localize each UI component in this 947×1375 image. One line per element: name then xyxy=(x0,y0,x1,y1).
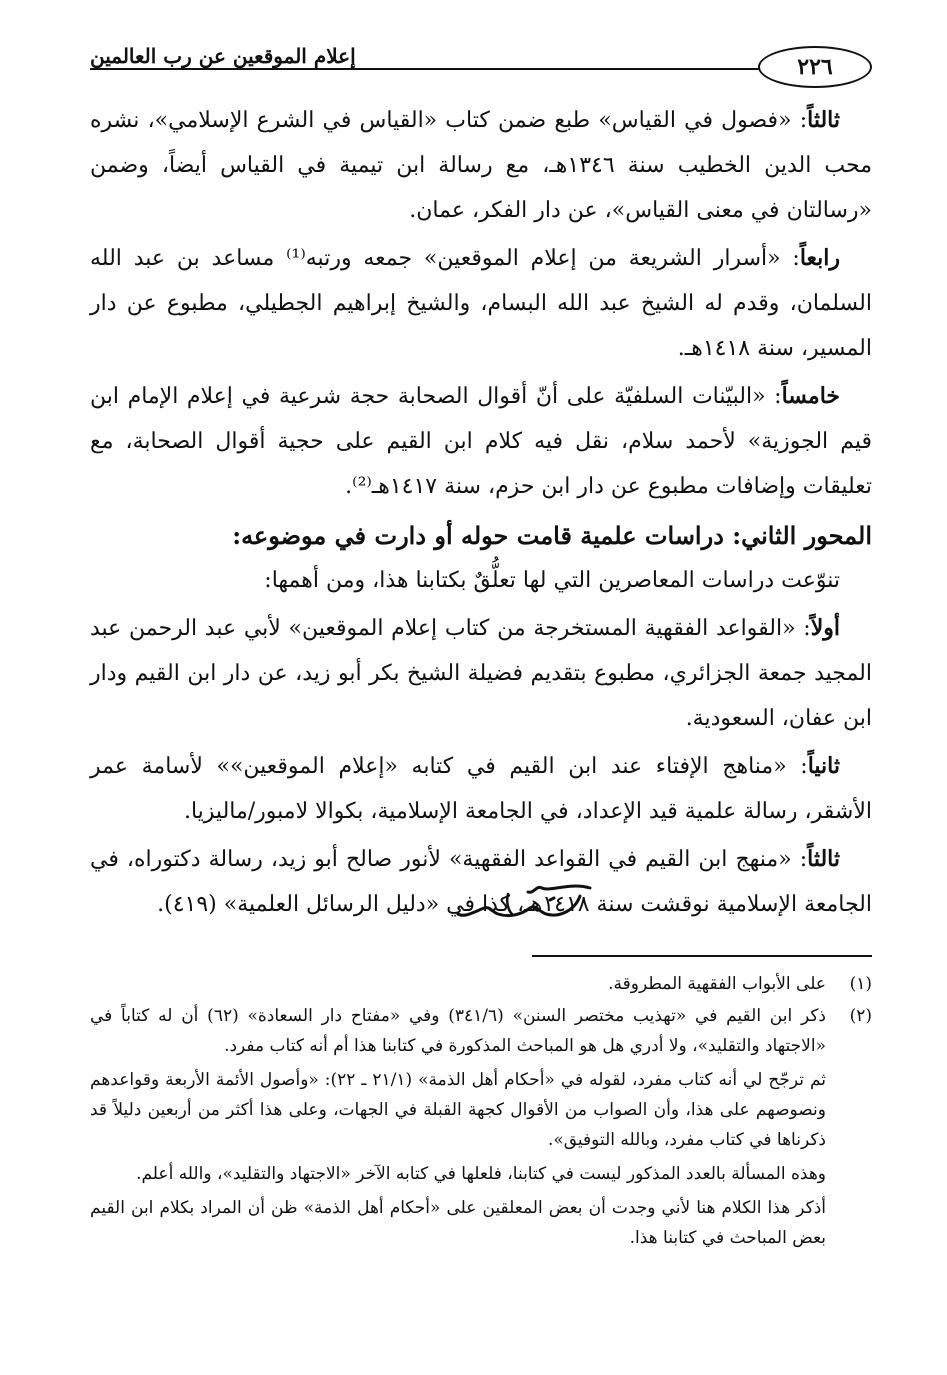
footnote-body xyxy=(90,1001,826,1253)
intro-paragraph: تنوّعت دراسات المعاصرين التي لها تعلُّقٌ بكتابنا هذا، ومن أهمها: xyxy=(264,568,840,593)
footnote-number: (١) xyxy=(849,974,872,994)
section-heading: المحور الثاني: دراسات علمية قامت حوله أو دارت في موضوعه: xyxy=(232,521,872,550)
paragraph-lead: أولاً xyxy=(810,615,840,641)
footnote-number: (٢) xyxy=(849,1006,872,1026)
paragraph-lead: ثالثاً xyxy=(807,107,840,133)
book-page xyxy=(90,38,872,1255)
running-title: إعلام الموقعين عن رب العالمين xyxy=(90,44,356,68)
paragraph-text: : «فصول في القياس» طبع ضمن كتاب «القياس في الشرع الإسلامي»، نشره محب الدين الخطيب سنة ١٣٤٦هـ، مع رسالة ابن تيمية في القياس أيضاً، وضمن «رسالتان في معنى القياس»، عن دار الفكر، عمان. xyxy=(90,108,873,223)
paragraph-lead: ثانياً xyxy=(807,753,840,779)
footnote-separator xyxy=(532,955,872,957)
footnote-text: على الأبواب الفقهية المطروقة. xyxy=(608,974,826,994)
header-rule xyxy=(90,68,782,70)
handwritten-signature xyxy=(450,874,600,930)
paragraph-first xyxy=(90,606,872,741)
paragraph-text: : «البيّنات السلفيّة على أنّ أقوال الصحابة حجة شرعية في إعلام الإمام ابن قيم الجوزية» لأحمد سلام، نقل فيه كلام ابن القيم على حجية أقوال الصحابة، مع تعليقات وإضافات مطبوع عن دار ابن حزم، سنة ١٤١٧هـ⁽²⁾. xyxy=(90,384,872,499)
footnotes xyxy=(90,969,872,1253)
paragraph-text: : «أسرار الشريعة من إعلام الموقعين» جمعه ورتبه⁽¹⁾ مساعد بن عبد الله السلمان، وقدم له الشيخ عبد الله البسام، والشيخ إبراهيم الجطيلي، مطبوع عن دار المسير، سنة ١٤١٨هـ. xyxy=(90,246,872,361)
paragraph-fifth xyxy=(90,374,872,509)
running-header xyxy=(90,38,872,86)
paragraph-text: : «القواعد الفقهية المستخرجة من كتاب إعلام الموقعين» لأبي عبد الرحمن عبد المجيد جمعة الجزائري، مطبوع بتقديم فضيلة الشيخ بكر أبو زيد، عن دار ابن القيم ودار ابن عفان، السعودية. xyxy=(90,616,872,731)
paragraph-text: : «منهج ابن القيم في القواعد الفقهية» لأنور صالح أبو زيد، رسالة دكتوراه، في الجامعة الإسلامية نوقشت سنة ١٤١٨هـ، كذا في «دليل الرسائل العلمية» (٤١٩). xyxy=(90,847,872,917)
paragraph-lead: رابعاً xyxy=(799,245,840,271)
paragraph-text: : «مناهج الإفتاء عند ابن القيم في كتابه «إعلام الموقعين»» لأسامة عمر الأشقر، رسالة علمية قيد الإعداد، في الجامعة الإسلامية، بكوالا لامبور/ماليزيا. xyxy=(90,754,872,824)
paragraph-fourth xyxy=(90,236,872,371)
paragraph-third-a xyxy=(90,98,872,233)
paragraph-lead: خامساً xyxy=(781,383,840,409)
paragraph-second xyxy=(90,744,872,834)
footnote-text: ذكر ابن القيم في «تهذيب مختصر السنن» (٣٤١/٦) وفي «مفتاح دار السعادة» (٦٢) أن له كتاباً في «الاجتهاد والتقليد»، ولا أدري هل هو المباحث المذكورة في كتابنا هذا أم أنه كتاب مفرد. xyxy=(90,1006,827,1056)
footnote-text: وهذه المسألة بالعدد المذكور ليست في كتابنا، فلعلها في كتابه الآخر «الاجتهاد والتقليد»، والله أعلم. xyxy=(136,1164,826,1184)
footnote-text: أذكر هذا الكلام هنا لأني وجدت أن بعض المعلقين على «أحكام أهل الذمة» ظن أن المراد بكلام ابن القيم بعض المباحث في كتابنا هذا. xyxy=(90,1198,826,1248)
paragraph-lead: ثالثاً xyxy=(807,846,840,872)
footnote-2 xyxy=(90,1001,872,1253)
footnote-1 xyxy=(90,969,872,999)
page-number: ٢٢٦ xyxy=(758,46,872,88)
footnote-text: ثم ترجّح لي أنه كتاب مفرد، لقوله في «أحكام أهل الذمة» (٢١/١ ـ ٢٢): «وأصول الأئمة الأربعة وقواعدهم ونصوصهم على هذا، وأن الصواب من الأقوال كجهة القبلة في الجهات، وعلى هذا أكثر من أربعين دليلاً قد ذكرناها في كتاب مفرد، وبالله التوفيق». xyxy=(90,1070,826,1150)
main-text xyxy=(90,98,872,927)
